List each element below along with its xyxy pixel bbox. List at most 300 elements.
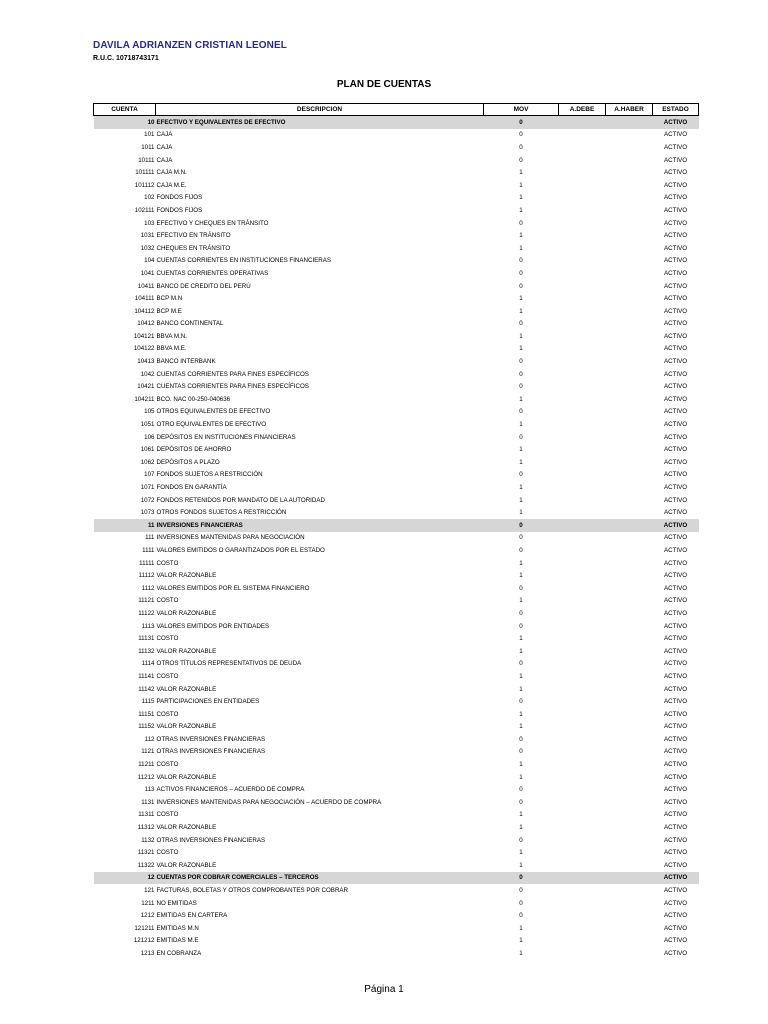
cell-descripcion: NO EMITIDAS [156,899,197,907]
cell-a-debe [559,721,606,734]
cell-a-debe [559,909,606,922]
cell-mov: 0 [519,370,523,378]
cell-descripcion: CAJA [156,156,173,164]
cell-a-haber [606,897,653,910]
cell-cuenta: 10413 [137,358,155,366]
cell-a-debe [559,658,606,671]
cell-descripcion: CHEQUES EN TRÁNSITO [156,244,231,252]
table-row [94,431,699,444]
cell-a-haber [606,255,653,268]
cell-descripcion: BBVA M.N. [156,332,187,340]
cell-cuenta: 11132 [138,647,155,655]
table-row [94,620,699,633]
cell-descripcion: BANCO DE CREDITO DEL PERÚ [156,282,251,290]
table-row [94,947,699,960]
cell-cuenta: 1072 [140,496,155,504]
cell-cuenta: 1132 [141,836,155,844]
cell-descripcion: FONDOS EN GARANTÍA [156,484,227,492]
cell-a-haber [606,406,653,419]
cell-estado: ACTIVO [663,849,688,857]
table-row [94,154,699,167]
cell-descripcion: OTRAS INVERSIONES FINANCIERAS [156,735,266,743]
table-row [94,469,699,482]
cell-a-haber [606,292,653,305]
cell-estado: ACTIVO [663,836,688,844]
cell-mov: 0 [519,471,523,479]
cell-estado: ACTIVO [663,773,688,781]
cell-a-haber [606,645,653,658]
cell-cuenta: 111 [145,534,155,542]
cell-a-haber [606,179,653,192]
cell-a-haber [606,620,653,633]
ruc-number: R.U.C. 10718743171 [93,55,159,62]
cell-mov: 1 [519,824,523,832]
cell-a-debe [559,481,606,494]
cell-mov: 1 [519,458,523,466]
cell-descripcion: OTROS TÍTULOS REPRESENTATIVOS DE DEUDA [156,660,302,668]
cell-descripcion: VALOR RAZONABLE [156,572,217,580]
table-row-group [94,519,699,532]
cell-estado: ACTIVO [663,887,688,895]
cell-a-debe [559,783,606,796]
cell-estado: ACTIVO [663,421,688,429]
cell-estado: ACTIVO [663,206,688,214]
cell-cuenta: 102111 [134,206,155,214]
cell-cuenta: 10 [94,116,156,129]
cell-mov: 0 [519,735,523,743]
table-row [94,267,699,280]
cell-cuenta: 102 [144,194,155,202]
cell-a-debe [559,595,606,608]
cell-a-haber [606,846,653,859]
cell-a-debe [559,116,606,129]
cell-a-debe [559,418,606,431]
cell-estado: ACTIVO [663,937,688,945]
cell-a-haber [606,217,653,230]
cell-cuenta: 10412 [137,320,155,328]
cell-descripcion: VALORES EMITIDOS POR ENTIDADES [156,622,270,630]
cell-a-haber [606,746,653,759]
cell-a-debe [559,645,606,658]
cell-mov: 1 [519,206,523,214]
cell-a-haber [606,280,653,293]
cell-descripcion: OTRO EQUIVALENTES DE EFECTIVO [156,421,267,429]
table-row [94,532,699,545]
cell-estado: ACTIVO [663,559,688,567]
cell-cuenta: 11151 [138,710,155,718]
cell-mov: 0 [519,383,523,391]
cell-descripcion: INVERSIONES MANTENIDAS PARA NEGOCIACIÓN [156,534,305,542]
cell-a-debe [559,355,606,368]
cell-a-haber [606,116,653,129]
cell-cuenta: 1212 [140,912,155,920]
cell-cuenta: 11121 [138,597,155,605]
cell-a-haber [606,481,653,494]
table-row [94,733,699,746]
cell-estado: ACTIVO [663,672,688,680]
cell-cuenta: 101111 [135,169,155,177]
cell-descripcion: COSTO [156,710,179,718]
cell-cuenta: 106 [144,433,155,441]
cell-a-haber [606,670,653,683]
cell-estado: ACTIVO [663,194,688,202]
cell-a-debe [559,758,606,771]
cell-estado: ACTIVO [663,622,688,630]
cell-descripcion: CUENTAS CORRIENTES EN INSTITUCIONES FINANCIERAS [156,257,332,265]
cell-descripcion: VALORES EMITIDOS POR EL SISTEMA FINANCIERO [156,584,310,592]
table-row [94,670,699,683]
cell-mov: 1 [519,647,523,655]
cell-estado: ACTIVO [663,219,688,227]
cell-a-haber [606,330,653,343]
table-row [94,897,699,910]
cell-descripcion: CUENTAS CORRIENTES PARA FINES ESPECÍFICOS [156,383,309,391]
cell-cuenta: 11311 [138,811,155,819]
table-row [94,884,699,897]
cell-a-debe [559,330,606,343]
cell-a-haber [606,783,653,796]
cell-a-debe [559,192,606,205]
cell-mov: 1 [519,949,523,957]
cell-mov: 1 [519,761,523,769]
cell-a-haber [606,166,653,179]
table-row [94,179,699,192]
cell-a-haber [606,859,653,872]
cell-cuenta: 11 [94,519,156,532]
cell-a-haber [606,154,653,167]
table-row [94,708,699,721]
cell-cuenta: 12 [94,872,156,885]
cell-a-haber [606,192,653,205]
table-row [94,544,699,557]
cell-a-haber [606,809,653,822]
cell-a-haber [606,141,653,154]
cell-mov: 1 [519,496,523,504]
column-header-a-debe: A.DEBE [559,104,606,116]
cell-estado: ACTIVO [663,458,688,466]
cell-descripcion: EMITIDAS M.E [156,937,199,945]
cell-mov: 0 [519,748,523,756]
table-row [94,645,699,658]
column-header-estado: ESTADO [653,104,699,116]
cell-a-debe [559,305,606,318]
cell-estado: ACTIVO [663,723,688,731]
table-row [94,292,699,305]
cell-mov: 1 [519,307,523,315]
cell-a-debe [559,406,606,419]
cell-a-haber [606,683,653,696]
cell-a-debe [559,796,606,809]
cell-cuenta: 11211 [138,761,155,769]
cell-mov: 0 [519,899,523,907]
cell-a-debe [559,859,606,872]
cell-mov: 1 [519,572,523,580]
cell-mov: 1 [519,685,523,693]
cell-estado: ACTIVO [663,232,688,240]
cell-mov: 1 [519,395,523,403]
cell-a-debe [559,569,606,582]
document-title: PLAN DE CUENTAS [336,79,432,90]
table-row-group [94,872,699,885]
cell-estado: ACTIVO [663,257,688,265]
cell-a-haber [606,834,653,847]
cell-a-haber [606,922,653,935]
cell-cuenta: 11152 [138,723,155,731]
cell-a-haber [606,318,653,331]
cell-a-haber [606,418,653,431]
cell-cuenta: 1111 [142,546,155,554]
cell-estado: ACTIVO [663,181,688,189]
cell-estado: ACTIVO [663,332,688,340]
cell-cuenta: 101112 [134,181,155,189]
cell-a-haber [606,267,653,280]
cell-estado: ACTIVO [663,269,688,277]
cell-a-debe [559,456,606,469]
cell-a-haber [606,935,653,948]
cell-a-haber [606,355,653,368]
table-row [94,280,699,293]
table-row [94,746,699,759]
cell-mov: 0 [519,584,523,592]
cell-mov: 0 [519,433,523,441]
cell-a-debe [559,506,606,519]
cell-descripcion: EFECTIVO Y CHEQUES EN TRÁNSITO [156,219,269,227]
cell-cuenta: 11321 [137,849,155,857]
cell-descripcion: FONDOS FIJOS [156,194,203,202]
cell-mov: 1 [519,446,523,454]
cell-cuenta: 11112 [138,572,155,580]
cell-a-haber [606,380,653,393]
cell-mov: 1 [519,672,523,680]
cell-a-debe [559,154,606,167]
cell-a-debe [559,947,606,960]
cell-a-haber [606,632,653,645]
cell-descripcion: COSTO [156,849,179,857]
cell-mov: 1 [519,597,523,605]
cell-a-haber [606,393,653,406]
table-row [94,406,699,419]
cell-cuenta: 104112 [134,307,155,315]
cell-descripcion: COSTO [156,761,179,769]
table-row [94,217,699,230]
column-header-descripcion: DESCRIPCION [156,104,484,116]
cell-cuenta: 1071 [140,484,155,492]
table-row [94,935,699,948]
cell-a-haber [606,469,653,482]
table-row [94,658,699,671]
cell-mov: 0 [519,358,523,366]
cell-cuenta: 107 [144,471,155,479]
table-row [94,595,699,608]
cell-cuenta: 11322 [137,861,155,869]
cell-cuenta: 104121 [133,332,155,340]
cell-estado: ACTIVO [663,748,688,756]
cell-a-debe [559,443,606,456]
cell-mov: 0 [484,872,559,885]
cell-descripcion: COSTO [156,597,179,605]
table-row [94,582,699,595]
cell-a-debe [559,368,606,381]
cell-estado: ACTIVO [663,534,688,542]
cell-a-haber [606,242,653,255]
cell-descripcion: FACTURAS, BOLETAS Y OTROS COMPROBANTES POR COBRAR [156,887,349,895]
cell-estado: ACTIVO [663,698,688,706]
cell-a-debe [559,255,606,268]
cell-cuenta: 1115 [141,698,155,706]
table-row-group [94,116,699,129]
cell-descripcion: OTRAS INVERSIONES FINANCIERAS [156,748,266,756]
cell-a-debe [559,846,606,859]
cell-a-haber [606,821,653,834]
table-row [94,809,699,822]
cell-a-debe [559,280,606,293]
cell-a-debe [559,343,606,356]
cell-mov: 1 [519,849,523,857]
cell-estado: ACTIVO [653,872,699,885]
table-row [94,368,699,381]
table-row [94,380,699,393]
cell-a-haber [606,708,653,721]
cell-descripcion: VALOR RAZONABLE [156,647,217,655]
table-row [94,418,699,431]
cell-descripcion: VALOR RAZONABLE [156,609,217,617]
cell-mov: 1 [519,332,523,340]
table-row [94,859,699,872]
table-row [94,683,699,696]
cell-a-debe [559,746,606,759]
cell-cuenta: 10111 [138,156,155,164]
cell-descripcion: OTROS EQUIVALENTES DE EFECTIVO [156,408,271,416]
cell-mov: 0 [519,609,523,617]
cell-a-debe [559,897,606,910]
cell-estado: ACTIVO [663,282,688,290]
cell-descripcion: BANCO INTERBANK [156,358,216,366]
cell-a-debe [559,217,606,230]
cell-a-haber [606,582,653,595]
cell-estado: ACTIVO [663,446,688,454]
cell-estado: ACTIVO [663,383,688,391]
cell-a-haber [606,557,653,570]
cell-descripcion: VALOR RAZONABLE [156,685,217,693]
table-row [94,141,699,154]
table-row [94,305,699,318]
cell-cuenta: 1211 [141,899,155,907]
cell-cuenta: 1113 [141,622,155,630]
cell-estado: ACTIVO [653,116,699,129]
cell-cuenta: 1031 [140,232,155,240]
cell-estado: ACTIVO [663,949,688,957]
cell-cuenta: 1112 [141,584,155,592]
cell-descripcion: VALOR RAZONABLE [156,824,217,832]
cell-descripcion: OTROS FONDOS SUJETOS A RESTRICCIÓN [156,509,287,517]
cell-mov: 0 [519,798,523,806]
table-row [94,242,699,255]
cell-a-debe [559,393,606,406]
cell-a-debe [559,922,606,935]
column-header-a-haber: A.HABER [606,104,653,116]
cell-a-debe [559,557,606,570]
cell-estado: ACTIVO [663,861,688,869]
cell-descripcion: DEPÓSITOS DE AHORRO [156,446,232,454]
cell-mov: 0 [484,116,559,129]
cell-estado: ACTIVO [653,519,699,532]
cell-cuenta: 104211 [134,395,155,403]
table-row [94,922,699,935]
cell-estado: ACTIVO [663,710,688,718]
table-row [94,607,699,620]
cell-descripcion: FONDOS SUJETOS A RESTRICCIÓN [156,471,263,479]
cell-cuenta: 11142 [138,685,155,693]
cell-descripcion: BCP M.N [156,295,183,303]
cell-mov: 1 [519,509,523,517]
cell-descripcion: CUENTAS CORRIENTES PARA FINES ESPECÍFICOS [156,370,309,378]
cell-cuenta: 121212 [133,937,155,945]
cell-mov: 0 [519,836,523,844]
cell-a-haber [606,758,653,771]
table-row [94,695,699,708]
cell-mov: 0 [519,269,523,277]
cell-estado: ACTIVO [663,735,688,743]
table-row [94,909,699,922]
cell-a-debe [559,670,606,683]
cell-estado: ACTIVO [663,169,688,177]
cell-estado: ACTIVO [663,471,688,479]
cell-descripcion: CUENTAS POR COBRAR COMERCIALES – TERCEROS [156,872,484,885]
cell-estado: ACTIVO [663,546,688,554]
cell-mov: 0 [519,282,523,290]
cell-estado: ACTIVO [663,408,688,416]
table-row [94,393,699,406]
cell-descripcion: BANCO CONTINENTAL [156,320,224,328]
cell-a-debe [559,683,606,696]
cell-mov: 0 [519,786,523,794]
table-row [94,721,699,734]
cell-descripcion: CUENTAS CORRIENTES OPERATIVAS [156,269,269,277]
cell-a-haber [606,368,653,381]
table-row [94,632,699,645]
table-row [94,771,699,784]
cell-mov: 0 [519,219,523,227]
cell-descripcion: BCP M.E [156,307,182,315]
cell-cuenta: 11312 [137,824,155,832]
cell-a-haber [606,431,653,444]
table-row [94,494,699,507]
cell-cuenta: 104122 [133,345,155,353]
cell-a-debe [559,519,606,532]
table-row [94,192,699,205]
cell-descripcion: OTRAS INVERSIONES FINANCIERAS [156,836,266,844]
cell-a-debe [559,292,606,305]
cell-descripcion: CAJA M.N. [156,169,187,177]
cell-descripcion: FONDOS RETENIDOS POR MANDATO DE LA AUTORIDAD [156,496,325,504]
cell-estado: ACTIVO [663,307,688,315]
cell-cuenta: 121 [144,887,155,895]
cell-cuenta: 10421 [137,383,155,391]
cell-a-debe [559,318,606,331]
cell-estado: ACTIVO [663,572,688,580]
cell-descripcion: EFECTIVO Y EQUIVALENTES DE EFECTIVO [156,116,484,129]
cell-estado: ACTIVO [663,244,688,252]
cell-mov: 1 [519,773,523,781]
cell-mov: 0 [519,143,523,151]
cell-a-haber [606,771,653,784]
table-row [94,557,699,570]
cell-cuenta: 1213 [140,949,155,957]
cell-descripcion: BCO. NAC 00-250-040636 [156,395,231,403]
cell-estado: ACTIVO [663,899,688,907]
cell-a-debe [559,380,606,393]
cell-a-haber [606,129,653,142]
